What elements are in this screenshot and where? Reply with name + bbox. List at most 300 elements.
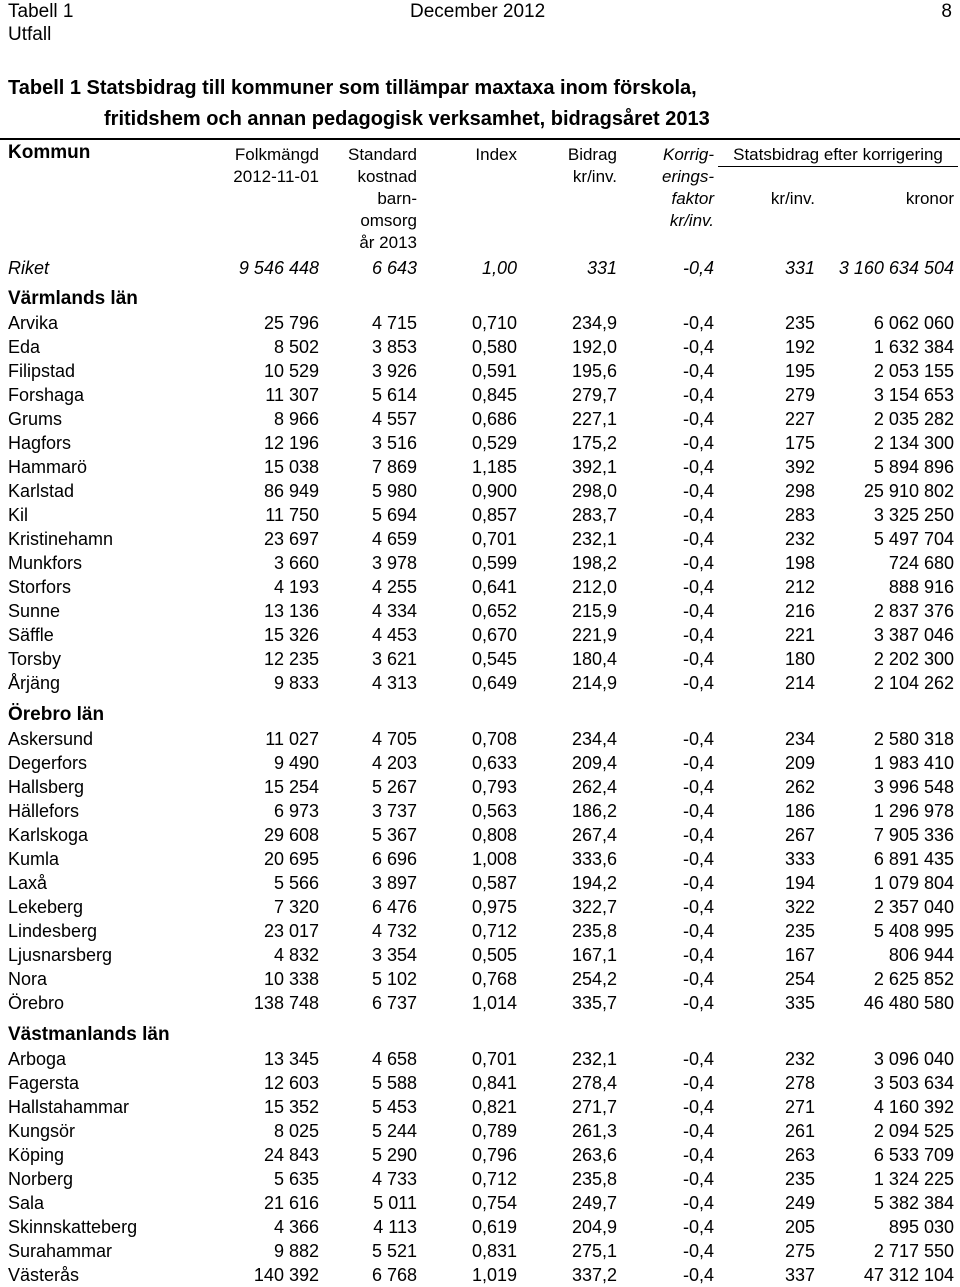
header-date: December 2012 [410, 1, 546, 22]
cell-index: 0,563 [471, 801, 517, 821]
cell-folkmangd: 86 949 [263, 481, 319, 501]
cell-standard: 3 354 [371, 945, 417, 965]
cell-kronor: 1 983 410 [873, 753, 954, 773]
cell-standard: 5 290 [371, 1145, 417, 1165]
cell-korrigering: -0,4 [682, 433, 714, 453]
cell-kronor: 3 154 653 [873, 385, 954, 405]
cell-folkmangd: 21 616 [263, 1193, 319, 1213]
cell-bidrag: 227,1 [571, 409, 617, 429]
cell-kronor: 6 891 435 [873, 849, 954, 869]
cell-kronor: 888 916 [888, 577, 954, 597]
cell-kronor: 25 910 802 [863, 481, 954, 501]
group-heading: Värmlands län [8, 288, 138, 309]
col-header-bidrag-unit: kr/inv. [572, 167, 617, 186]
cell-index: 0,710 [471, 313, 517, 333]
cell-index: 0,652 [471, 601, 517, 621]
row-name: Norberg [8, 1169, 74, 1189]
cell-standard: 4 334 [371, 601, 417, 621]
cell-kronor: 2 837 376 [873, 601, 954, 621]
cell-standard: 5 614 [371, 385, 417, 405]
cell-krinv: 192 [784, 337, 815, 357]
cell-korrigering: -0,4 [682, 873, 714, 893]
cell-bidrag: 279,7 [571, 385, 617, 405]
group-heading: Örebro län [8, 704, 105, 725]
cell-kronor: 2 625 852 [873, 969, 954, 989]
cell-kronor: 1 079 804 [873, 873, 954, 893]
cell-korrigering: -0,4 [682, 801, 714, 821]
cell-index: 0,633 [471, 753, 517, 773]
cell-folkmangd: 3 660 [273, 553, 319, 573]
cell-index: 0,845 [471, 385, 517, 405]
table-row [0, 1263, 960, 1287]
row-name: Örebro [8, 993, 65, 1013]
col-header-standard: Standard [348, 145, 417, 164]
cell-standard: 6 737 [371, 993, 417, 1013]
col-header-folkmangd-date: 2012-11-01 [233, 167, 319, 186]
cell-bidrag: 186,2 [571, 801, 617, 821]
row-name: Kumla [8, 849, 60, 869]
col-header-krinv: kr/inv. [770, 189, 815, 208]
cell-bidrag: 392,1 [571, 457, 617, 477]
cell-korrigering: -0,4 [682, 457, 714, 477]
cell-korrigering: -0,4 [682, 649, 714, 669]
table-row [0, 1191, 960, 1215]
cell-bidrag: 175,2 [571, 433, 617, 453]
cell-index: 0,712 [471, 1169, 517, 1189]
cell-index: 0,701 [471, 529, 517, 549]
row-name: Askersund [8, 729, 94, 749]
row-name: Riket [8, 258, 50, 278]
table-row [0, 727, 960, 751]
cell-standard: 3 926 [371, 361, 417, 381]
cell-standard: 4 255 [371, 577, 417, 597]
cell-folkmangd: 15 326 [263, 625, 319, 645]
cell-korrigering: -0,4 [682, 337, 714, 357]
cell-index: 0,831 [471, 1241, 517, 1261]
table-row [0, 455, 960, 479]
cell-folkmangd: 4 193 [273, 577, 319, 597]
cell-korrigering: -0,4 [682, 577, 714, 597]
cell-standard: 7 869 [371, 457, 417, 477]
cell-folkmangd: 29 608 [263, 825, 319, 845]
row-name: Torsby [8, 649, 62, 669]
table-row [0, 1215, 960, 1239]
row-name: Surahammar [8, 1241, 113, 1261]
col-header-korrigering-2: erings- [662, 167, 714, 186]
cell-standard: 6 696 [371, 849, 417, 869]
group-heading: Västmanlands län [8, 1024, 170, 1045]
cell-folkmangd: 15 038 [263, 457, 319, 477]
cell-krinv: 235 [784, 313, 815, 333]
cell-krinv: 392 [784, 457, 815, 477]
col-header-kommun: Kommun [8, 142, 91, 163]
cell-kronor: 3 325 250 [873, 505, 954, 525]
cell-bidrag: 234,9 [571, 313, 617, 333]
cell-standard: 3 737 [371, 801, 417, 821]
table-row [0, 1167, 960, 1191]
cell-kronor: 6 533 709 [873, 1145, 954, 1165]
row-name: Eda [8, 337, 41, 357]
cell-korrigering: -0,4 [682, 825, 714, 845]
row-name: Skinnskatteberg [8, 1217, 138, 1237]
row-name: Karlstad [8, 481, 75, 501]
table-row [0, 823, 960, 847]
cell-kronor: 2 035 282 [873, 409, 954, 429]
cell-kronor: 1 632 384 [873, 337, 954, 357]
cell-krinv: 261 [784, 1121, 815, 1141]
row-name: Årjäng [8, 673, 61, 693]
cell-bidrag: 167,1 [571, 945, 617, 965]
cell-bidrag: 180,4 [571, 649, 617, 669]
cell-index: 1,014 [471, 993, 517, 1013]
cell-bidrag: 212,0 [571, 577, 617, 597]
row-name: Nora [8, 969, 48, 989]
cell-bidrag: 232,1 [571, 1049, 617, 1069]
cell-kronor: 2 717 550 [873, 1241, 954, 1261]
table-row [0, 527, 960, 551]
cell-krinv: 335 [784, 993, 815, 1013]
cell-krinv: 275 [784, 1241, 815, 1261]
table-row [0, 503, 960, 527]
cell-krinv: 212 [784, 577, 815, 597]
cell-standard: 3 897 [371, 873, 417, 893]
cell-folkmangd: 140 392 [253, 1265, 319, 1285]
cell-bidrag: 335,7 [571, 993, 617, 1013]
col-header-standard-2: kostnad [357, 167, 417, 186]
cell-kronor: 2 134 300 [873, 433, 954, 453]
table-row [0, 1095, 960, 1119]
cell-krinv: 214 [784, 673, 815, 693]
cell-krinv: 216 [784, 601, 815, 621]
cell-bidrag: 254,2 [571, 969, 617, 989]
row-name: Fagersta [8, 1073, 80, 1093]
cell-folkmangd: 13 345 [263, 1049, 319, 1069]
cell-bidrag: 333,6 [571, 849, 617, 869]
cell-kronor: 3 160 634 504 [838, 258, 954, 278]
row-name: Kil [8, 505, 29, 525]
cell-folkmangd: 9 882 [273, 1241, 319, 1261]
cell-korrigering: -0,4 [682, 385, 714, 405]
row-name: Lindesberg [8, 921, 98, 941]
cell-bidrag: 298,0 [571, 481, 617, 501]
cell-krinv: 209 [784, 753, 815, 773]
table-row [0, 647, 960, 671]
cell-index: 1,185 [471, 457, 517, 477]
row-name: Hagfors [8, 433, 72, 453]
cell-krinv: 227 [784, 409, 815, 429]
cell-standard: 4 203 [371, 753, 417, 773]
cell-kronor: 5 894 896 [873, 457, 954, 477]
table-row [0, 871, 960, 895]
cell-korrigering: -0,4 [682, 601, 714, 621]
cell-krinv: 298 [784, 481, 815, 501]
cell-bidrag: 232,1 [571, 529, 617, 549]
table-row [0, 967, 960, 991]
cell-standard: 3 853 [371, 337, 417, 357]
cell-index: 0,796 [471, 1145, 517, 1165]
row-name: Hallsberg [8, 777, 85, 797]
row-name: Västerås [8, 1265, 80, 1285]
cell-folkmangd: 138 748 [253, 993, 319, 1013]
cell-folkmangd: 8 502 [273, 337, 319, 357]
cell-standard: 4 113 [373, 1217, 417, 1237]
cell-korrigering: -0,4 [682, 1265, 714, 1285]
table-title-line2: fritidshem och annan pedagogisk verksamhet, bidragsåret 2013 [104, 108, 710, 130]
cell-folkmangd: 6 973 [273, 801, 319, 821]
cell-bidrag: 283,7 [571, 505, 617, 525]
cell-index: 1,019 [471, 1265, 517, 1285]
cell-index: 1,00 [481, 258, 517, 278]
cell-standard: 4 659 [371, 529, 417, 549]
cell-kronor: 2 580 318 [873, 729, 954, 749]
row-name: Grums [8, 409, 62, 429]
cell-korrigering: -0,4 [682, 921, 714, 941]
cell-index: 0,529 [471, 433, 517, 453]
cell-standard: 5 694 [371, 505, 417, 525]
cell-index: 0,591 [471, 361, 517, 381]
cell-bidrag: 271,7 [571, 1097, 617, 1117]
cell-kronor: 724 680 [888, 553, 954, 573]
cell-kronor: 2 094 525 [873, 1121, 954, 1141]
cell-standard: 4 732 [371, 921, 417, 941]
cell-folkmangd: 9 546 448 [238, 258, 319, 278]
cell-krinv: 271 [784, 1097, 815, 1117]
cell-standard: 3 621 [371, 649, 417, 669]
cell-folkmangd: 12 235 [263, 649, 319, 669]
table-row [0, 895, 960, 919]
row-name: Köping [8, 1145, 65, 1165]
cell-bidrag: 267,4 [571, 825, 617, 845]
cell-standard: 5 521 [371, 1241, 417, 1261]
cell-folkmangd: 10 529 [263, 361, 319, 381]
cell-bidrag: 261,3 [571, 1121, 617, 1141]
cell-bidrag: 195,6 [571, 361, 617, 381]
cell-bidrag: 337,2 [571, 1265, 617, 1285]
cell-standard: 3 516 [371, 433, 417, 453]
cell-folkmangd: 12 603 [263, 1073, 319, 1093]
cell-index: 0,754 [471, 1193, 517, 1213]
cell-folkmangd: 11 750 [265, 505, 319, 525]
cell-korrigering: -0,4 [682, 1145, 714, 1165]
cell-index: 0,686 [471, 409, 517, 429]
row-name: Sala [8, 1193, 45, 1213]
cell-standard: 6 476 [371, 897, 417, 917]
cell-krinv: 249 [784, 1193, 815, 1213]
table-row [0, 991, 960, 1015]
cell-bidrag: 322,7 [571, 897, 617, 917]
cell-kronor: 47 312 104 [863, 1265, 954, 1285]
cell-krinv: 198 [784, 553, 815, 573]
cell-korrigering: -0,4 [682, 897, 714, 917]
cell-krinv: 322 [784, 897, 815, 917]
cell-folkmangd: 7 320 [273, 897, 319, 917]
cell-standard: 5 011 [373, 1193, 417, 1213]
table-title-line1: Tabell 1 Statsbidrag till kommuner som tillämpar maxtaxa inom förskola, [8, 77, 697, 99]
cell-index: 1,008 [471, 849, 517, 869]
cell-folkmangd: 8 966 [273, 409, 319, 429]
table-row [0, 1143, 960, 1167]
table-row [0, 1239, 960, 1263]
cell-index: 0,580 [471, 337, 517, 357]
cell-standard: 3 978 [371, 553, 417, 573]
cell-bidrag: 192,0 [571, 337, 617, 357]
cell-kronor: 4 160 392 [873, 1097, 954, 1117]
cell-korrigering: -0,4 [682, 258, 714, 278]
cell-krinv: 235 [784, 1169, 815, 1189]
cell-bidrag: 214,9 [571, 673, 617, 693]
cell-krinv: 232 [784, 529, 815, 549]
cell-bidrag: 249,7 [571, 1193, 617, 1213]
cell-krinv: 194 [784, 873, 815, 893]
cell-kronor: 2 053 155 [873, 361, 954, 381]
col-header-standard-4: omsorg [360, 211, 417, 230]
cell-korrigering: -0,4 [682, 361, 714, 381]
cell-krinv: 262 [784, 777, 815, 797]
col-header-korrigering: Korrig- [662, 145, 714, 164]
cell-krinv: 235 [784, 921, 815, 941]
col-header-korrigering-3: faktor [671, 189, 714, 208]
cell-standard: 5 980 [371, 481, 417, 501]
table-row [0, 335, 960, 359]
cell-standard: 5 244 [371, 1121, 417, 1141]
cell-krinv: 205 [784, 1217, 815, 1237]
cell-index: 0,649 [471, 673, 517, 693]
cell-folkmangd: 5 566 [273, 873, 319, 893]
row-name: Filipstad [8, 361, 76, 381]
cell-bidrag: 194,2 [571, 873, 617, 893]
cell-korrigering: -0,4 [682, 729, 714, 749]
cell-krinv: 186 [784, 801, 815, 821]
cell-korrigering: -0,4 [682, 1097, 714, 1117]
cell-korrigering: -0,4 [682, 993, 714, 1013]
header-subtitle: Utfall [8, 24, 52, 45]
cell-korrigering: -0,4 [682, 505, 714, 525]
cell-korrigering: -0,4 [682, 777, 714, 797]
cell-kronor: 46 480 580 [863, 993, 954, 1013]
cell-krinv: 337 [784, 1265, 815, 1285]
row-name: Hammarö [8, 457, 88, 477]
table-row [0, 407, 960, 431]
table-row [0, 847, 960, 871]
col-header-standard-3: barn- [377, 189, 417, 208]
col-header-statsbidrag: Statsbidrag efter korrigering [733, 145, 943, 164]
page-number: 8 [941, 1, 952, 22]
cell-standard: 6 768 [371, 1265, 417, 1285]
cell-kronor: 7 905 336 [873, 825, 954, 845]
row-name: Ljusnarsberg [8, 945, 113, 965]
cell-korrigering: -0,4 [682, 409, 714, 429]
cell-korrigering: -0,4 [682, 529, 714, 549]
row-name: Hallstahammar [8, 1097, 130, 1117]
row-name: Degerfors [8, 753, 88, 773]
cell-korrigering: -0,4 [682, 1193, 714, 1213]
row-name: Forshaga [8, 385, 85, 405]
cell-krinv: 333 [784, 849, 815, 869]
row-name: Karlskoga [8, 825, 89, 845]
cell-index: 0,857 [471, 505, 517, 525]
cell-index: 0,701 [471, 1049, 517, 1069]
cell-bidrag: 198,2 [571, 553, 617, 573]
cell-folkmangd: 4 366 [273, 1217, 319, 1237]
table-row [0, 943, 960, 967]
cell-index: 0,900 [471, 481, 517, 501]
cell-kronor: 5 408 995 [873, 921, 954, 941]
cell-standard: 4 705 [371, 729, 417, 749]
cell-bidrag: 331 [586, 258, 617, 278]
col-header-bidrag: Bidrag [567, 145, 617, 164]
cell-standard: 4 557 [371, 409, 417, 429]
cell-folkmangd: 15 352 [263, 1097, 319, 1117]
cell-krinv: 283 [784, 505, 815, 525]
cell-standard: 5 453 [371, 1097, 417, 1117]
cell-kronor: 1 296 978 [873, 801, 954, 821]
cell-krinv: 195 [784, 361, 815, 381]
cell-folkmangd: 12 196 [263, 433, 319, 453]
cell-folkmangd: 24 843 [263, 1145, 319, 1165]
row-name: Kungsör [8, 1121, 76, 1141]
col-header-kronor: kronor [905, 189, 954, 208]
cell-index: 0,505 [471, 945, 517, 965]
cell-index: 0,768 [471, 969, 517, 989]
table-row [0, 775, 960, 799]
cell-standard: 5 367 [371, 825, 417, 845]
cell-krinv: 278 [784, 1073, 815, 1093]
cell-krinv: 331 [784, 258, 815, 278]
table-row [0, 311, 960, 335]
cell-korrigering: -0,4 [682, 481, 714, 501]
cell-krinv: 254 [784, 969, 815, 989]
cell-bidrag: 204,9 [571, 1217, 617, 1237]
cell-korrigering: -0,4 [682, 625, 714, 645]
cell-folkmangd: 11 027 [265, 729, 319, 749]
cell-bidrag: 215,9 [571, 601, 617, 621]
cell-folkmangd: 5 635 [273, 1169, 319, 1189]
table-row [0, 1071, 960, 1095]
cell-index: 0,975 [471, 897, 517, 917]
cell-folkmangd: 8 025 [273, 1121, 319, 1141]
cell-standard: 5 102 [371, 969, 417, 989]
table-row [0, 919, 960, 943]
cell-index: 0,808 [471, 825, 517, 845]
row-name: Sunne [8, 601, 61, 621]
cell-index: 0,641 [471, 577, 517, 597]
table-row [0, 431, 960, 455]
cell-krinv: 180 [784, 649, 815, 669]
cell-index: 0,821 [471, 1097, 517, 1117]
cell-standard: 4 733 [371, 1169, 417, 1189]
cell-krinv: 267 [784, 825, 815, 845]
cell-korrigering: -0,4 [682, 313, 714, 333]
table-row [0, 1119, 960, 1143]
cell-korrigering: -0,4 [682, 969, 714, 989]
cell-krinv: 232 [784, 1049, 815, 1069]
cell-bidrag: 275,1 [571, 1241, 617, 1261]
table-row [0, 359, 960, 383]
cell-index: 0,708 [471, 729, 517, 749]
cell-kronor: 2 357 040 [873, 897, 954, 917]
row-name: Kristinehamn [8, 529, 114, 549]
table-row [0, 799, 960, 823]
cell-krinv: 279 [784, 385, 815, 405]
table-row [0, 599, 960, 623]
cell-index: 0,599 [471, 553, 517, 573]
cell-index: 0,841 [471, 1073, 517, 1093]
cell-korrigering: -0,4 [682, 553, 714, 573]
statsbidrag-rule [718, 166, 958, 167]
header-table-label: Tabell 1 [8, 1, 74, 22]
cell-bidrag: 263,6 [571, 1145, 617, 1165]
cell-standard: 5 267 [371, 777, 417, 797]
